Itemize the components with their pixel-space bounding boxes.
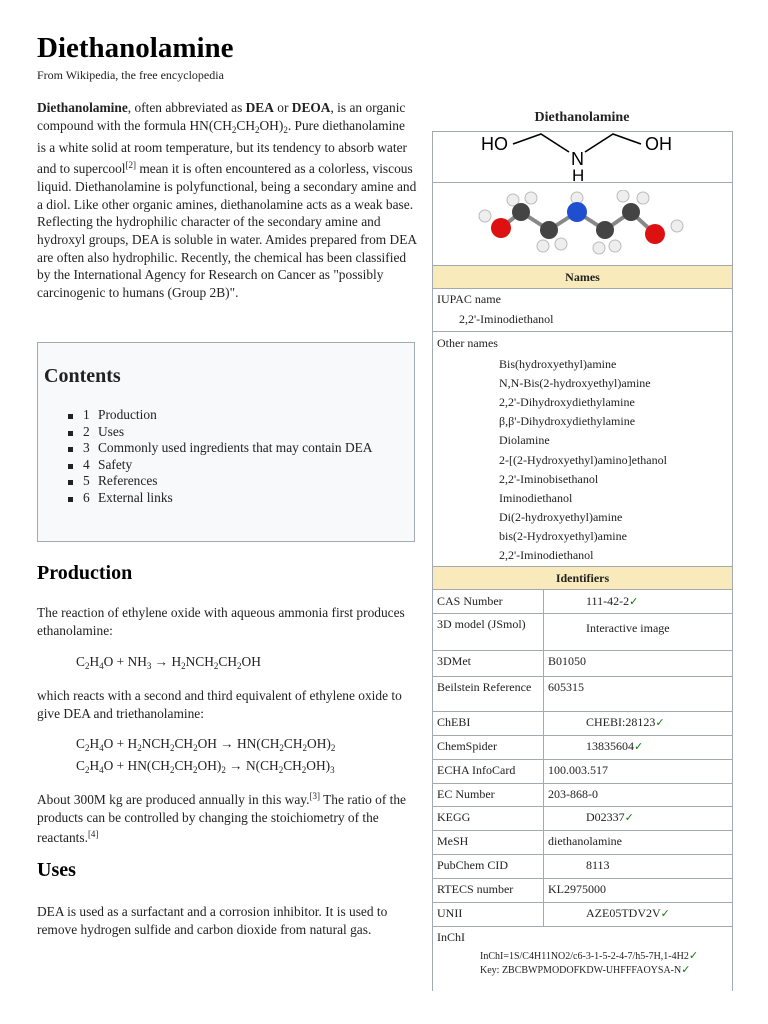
toc-label: Uses bbox=[98, 423, 125, 439]
identifier-label: RTECS number bbox=[437, 882, 514, 896]
toc-number: 6 bbox=[83, 489, 90, 505]
identifier-value-text: Interactive image bbox=[586, 621, 670, 635]
inchi-key-text: Key: ZBCBWPMODOFKDW-UHFFFAOYSA-N bbox=[480, 965, 682, 976]
paragraph-text: The ratio of the products can be controlled by changing the stoichiometry of the reactants. bbox=[37, 792, 406, 846]
paragraph-text: DEA is used as a surfactant and a corrosion inhibitor. It is used to remove hydrogen sulfide and carbon dioxide from natural gas. bbox=[37, 904, 388, 937]
other-name-item: 2,2'-Iminodiethanol bbox=[499, 548, 594, 562]
uses-paragraph bbox=[37, 903, 417, 938]
toc-label: Production bbox=[98, 407, 157, 422]
identifier-value[interactable] bbox=[548, 882, 606, 897]
intro-text: , often abbreviated as bbox=[127, 100, 246, 115]
intro-formula: $HN(CH_2CH_2OH)_2$ bbox=[189, 117, 288, 135]
toc-item-production[interactable] bbox=[66, 407, 386, 424]
toc-heading: Contents bbox=[44, 365, 121, 387]
intro-paragraph bbox=[37, 99, 417, 302]
identifier-label: KEGG bbox=[437, 810, 471, 824]
production-paragraph-1 bbox=[37, 604, 417, 639]
infobox-identifiers-header: Identifiers bbox=[433, 566, 732, 590]
page-subtitle: From Wikipedia, the free encyclopedia bbox=[37, 68, 224, 82]
check-icon: ✓ bbox=[660, 908, 670, 920]
identifier-value-text: 13835604 bbox=[586, 739, 634, 753]
check-icon: ✓ bbox=[681, 964, 691, 976]
identifier-value-text: KL2975000 bbox=[548, 882, 606, 896]
toc-number: 3 bbox=[83, 440, 90, 456]
identifier-value-text: AZE05TDV2V bbox=[586, 906, 661, 920]
intro-text: . Pure diethanolamine is a white solid at room temperature, but its tendency to absorb water and to supercool bbox=[37, 117, 408, 177]
intro-text: mean it is often encountered as a colorless, viscous liquid. Diethanolamine is polyfunctional, being a secondary amine and a diol. Like other organic amines, diethanolamine acts as a weak base. Reflecting the hydrophilic character of the secondary amine and hydroxyl groups, DEA is soluble in water. Amides prepared from DEA are often also hydrophilic. Recently, the chemical has been classified by the International Agency for Research on Cancer as "possibly carcinogenic to humans (Group 2B)". bbox=[37, 161, 417, 301]
identifier-label: UNII bbox=[437, 906, 463, 920]
other-name-item: β,β'-Dihydroxydiethylamine bbox=[499, 414, 636, 429]
toc-number: 1 bbox=[83, 407, 90, 422]
identifier-value[interactable] bbox=[586, 621, 670, 636]
infobox-names-header: Names bbox=[433, 265, 732, 289]
intro-bold-abbr: DEA bbox=[245, 100, 274, 115]
identifier-value-text: D02337 bbox=[586, 810, 625, 824]
paragraph-text: which reacts with a second and third equivalent of ethylene oxide to give DEA and triethanolamine: bbox=[37, 688, 402, 721]
inchi-key[interactable] bbox=[480, 963, 690, 976]
identifier-value[interactable] bbox=[586, 810, 634, 825]
identifier-label: ChEBI bbox=[437, 715, 471, 729]
identifier-value[interactable] bbox=[586, 715, 665, 730]
identifier-value[interactable] bbox=[548, 834, 622, 849]
toc-number: 4 bbox=[83, 456, 90, 472]
identifier-label: MeSH bbox=[437, 834, 469, 848]
check-icon: ✓ bbox=[624, 812, 634, 824]
toc-item-safety[interactable] bbox=[66, 457, 386, 474]
structure-label-oh: OH bbox=[645, 134, 672, 154]
toc-list bbox=[66, 407, 386, 507]
toc-item-ingredients[interactable] bbox=[66, 440, 386, 457]
check-icon: ✓ bbox=[655, 717, 665, 729]
toc-item-references[interactable] bbox=[66, 473, 386, 490]
identifier-label: PubChem CID bbox=[437, 858, 509, 872]
citation-4[interactable]: [4] bbox=[87, 829, 99, 840]
section-heading-uses: Uses bbox=[37, 859, 76, 881]
toc-item-external-links[interactable] bbox=[66, 490, 386, 507]
check-icon: ✓ bbox=[634, 741, 644, 753]
identifier-label: CAS Number bbox=[437, 594, 503, 608]
identifier-value-text: diethanolamine bbox=[548, 834, 622, 848]
identifier-value-text: 203-868-0 bbox=[548, 787, 598, 801]
identifier-label: EC Number bbox=[437, 787, 495, 801]
check-icon: ✓ bbox=[629, 596, 639, 608]
identifier-value-text: 8113 bbox=[586, 858, 610, 872]
other-name-item: Diolamine bbox=[499, 433, 550, 448]
identifier-label: ChemSpider bbox=[437, 739, 497, 753]
toc-label: Safety bbox=[98, 456, 133, 472]
other-name-item: 2-[(2-Hydroxyethyl)amino]ethanol bbox=[499, 452, 667, 467]
other-name-item: bis(2-Hydroxyethyl)amine bbox=[499, 528, 627, 543]
other-name-item: N,N-Bis(2-hydroxyethyl)amine bbox=[499, 376, 651, 391]
ball-and-stick-model-image[interactable] bbox=[473, 190, 693, 265]
identifier-value-text: 605315 bbox=[548, 680, 584, 694]
page-title: Diethanolamine bbox=[37, 32, 234, 64]
paragraph-text: About 300M kg are produced annually in this way. bbox=[37, 792, 310, 807]
identifier-label: 3DMet bbox=[437, 654, 471, 668]
identifier-value-text: B01050 bbox=[548, 654, 587, 668]
identifier-value[interactable] bbox=[586, 858, 610, 873]
intro-bold-name: Diethanolamine bbox=[37, 100, 128, 115]
identifier-value[interactable] bbox=[548, 763, 608, 778]
iupac-name-label: IUPAC name bbox=[437, 292, 501, 306]
skeletal-formula-image[interactable] bbox=[473, 132, 703, 182]
toc-item-uses[interactable] bbox=[66, 424, 386, 441]
other-name-item: 2,2'-Dihydroxydiethylamine bbox=[499, 395, 635, 410]
identifier-value[interactable] bbox=[586, 594, 638, 609]
citation-2[interactable]: [2] bbox=[125, 160, 137, 171]
identifier-value-text: 111-42-2 bbox=[586, 594, 630, 608]
production-paragraph-3 bbox=[37, 788, 417, 847]
identifier-value[interactable] bbox=[586, 739, 643, 754]
structure-label-ho: HO bbox=[481, 134, 508, 154]
identifier-value-text: CHEBI:28123 bbox=[586, 715, 656, 729]
intro-bold-abbr2: DEOA bbox=[291, 100, 331, 115]
equation-1: $C_2H_4O + NH_3 \to H_2NCH_2CH_2OH$ bbox=[76, 654, 261, 671]
citation-3[interactable]: [3] bbox=[309, 791, 320, 801]
intro-text: or bbox=[273, 100, 292, 115]
identifier-value[interactable] bbox=[586, 906, 670, 921]
inchi-value[interactable] bbox=[480, 949, 698, 962]
intro-text: , is an organic compound with the formula bbox=[37, 100, 406, 133]
toc-number: 2 bbox=[83, 423, 90, 439]
infobox-caption: Diethanolamine bbox=[534, 110, 630, 125]
other-name-item: 2,2'-Iminobisethanol bbox=[499, 471, 599, 486]
structure-label-n: N bbox=[571, 149, 584, 169]
toc-number: 5 bbox=[83, 473, 90, 489]
identifier-label: 3D model (JSmol) bbox=[437, 617, 526, 631]
toc-label: Commonly used ingredients that may contain DEA bbox=[98, 440, 373, 456]
other-names-label: Other names bbox=[437, 336, 498, 350]
section-heading-production: Production bbox=[37, 562, 133, 584]
identifier-value[interactable] bbox=[548, 787, 598, 802]
other-name-item: Di(2-hydroxyethyl)amine bbox=[499, 509, 623, 524]
check-icon: ✓ bbox=[688, 950, 699, 962]
structure-label-h: H bbox=[572, 166, 585, 182]
identifier-value[interactable] bbox=[548, 654, 586, 669]
identifier-value-text: 100.003.517 bbox=[548, 763, 608, 777]
other-name-item: Iminodiethanol bbox=[499, 490, 573, 505]
inchi-text: InChI=1S/C4H11NO2/c6-3-1-5-2-4-7/h5-7H,1-4H2 bbox=[480, 951, 689, 962]
equation-2: $C_2H_4O + H_2NCH_2CH_2OH \to HN(CH_2CH_2OH)_2$ $C_2H_4O + HN(CH_2CH_2OH)_2 \to N(CH_2CH_2OH)_3$ bbox=[76, 736, 336, 775]
table-of-contents bbox=[37, 342, 415, 542]
other-name-item: Bis(hydroxyethyl)amine bbox=[499, 357, 617, 371]
paragraph-text: The reaction of ethylene oxide with aqueous ammonia first produces ethanolamine: bbox=[37, 605, 405, 638]
identifier-label: ECHA InfoCard bbox=[437, 763, 516, 777]
identifier-label: Beilstein Reference bbox=[437, 680, 532, 694]
toc-label: References bbox=[98, 473, 158, 489]
production-paragraph-2 bbox=[37, 687, 417, 722]
toc-label: External links bbox=[98, 489, 173, 505]
infobox bbox=[432, 131, 733, 991]
inchi-label: InChI bbox=[437, 930, 465, 944]
identifier-value[interactable] bbox=[548, 680, 584, 695]
iupac-name-value: 2,2'-Iminodiethanol bbox=[459, 312, 554, 326]
